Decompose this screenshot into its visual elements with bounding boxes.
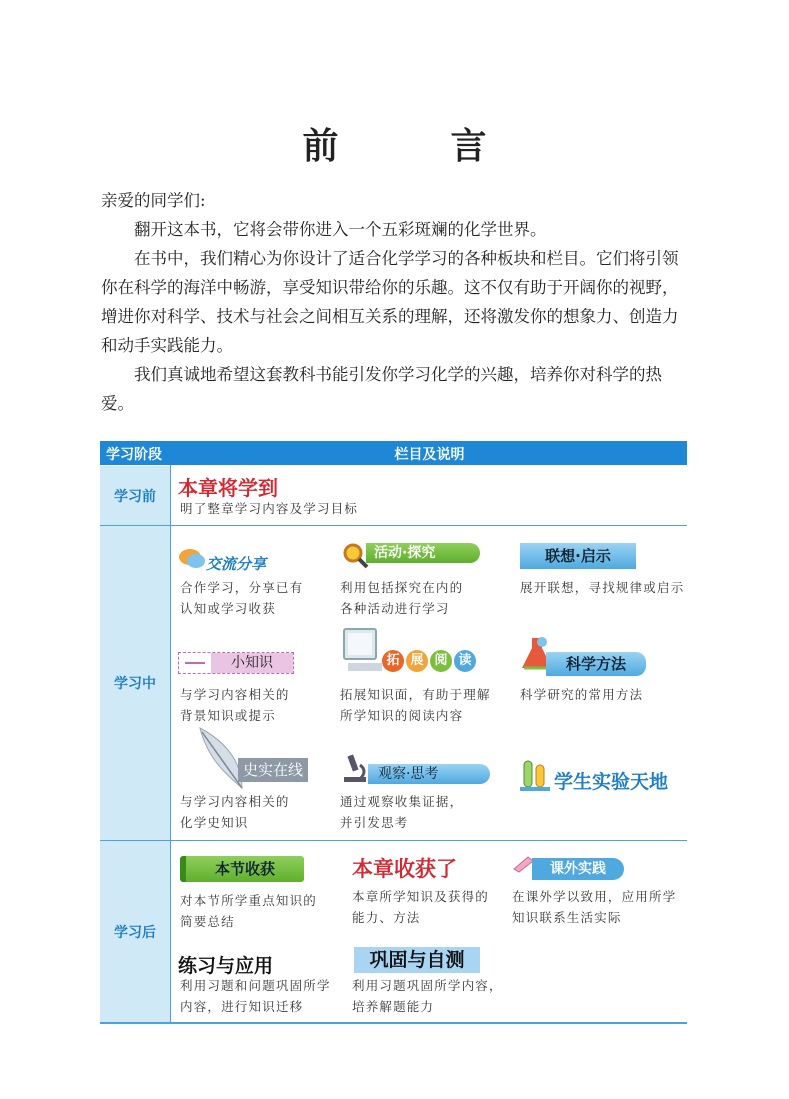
column-desc: 利用习题和问题巩固所学 [180, 978, 331, 993]
column-desc: 背景知识或提示 [180, 708, 276, 723]
table-header [100, 441, 687, 465]
column-desc: 所学知识的阅读内容 [340, 708, 464, 723]
paragraph-3: 我们真诚地希望这套教科书能引发你学习化学的兴趣，培养你对科学的热爱。 [101, 365, 662, 413]
column-lianxi-yu-yingyong: 练习与应用 [178, 955, 274, 977]
xiaozhishi-banner [178, 652, 294, 674]
computer-monitor-icon [340, 627, 384, 681]
stage-after: 学习后 [100, 841, 170, 1023]
stage-before: 学习前 [100, 466, 170, 525]
column-desc: 知识联系生活实际 [512, 910, 622, 925]
page-title: 前 言 [302, 125, 525, 167]
paragraph-2: 在书中，我们精心为你设计了适合化学学习的各种板块和栏目。它们将引领你在科学的海洋中畅游，享受知识带给你的乐趣。这不仅有助于开阔你的视野，增进你对科学、技术与社会之间相互关系的理解，还将激发你的想象力、创造力和动手实践能力。 [101, 249, 679, 355]
column-benzhang-shouhuole: 本章收获了 [352, 857, 457, 881]
tuozhan-char: 展 [406, 650, 428, 672]
microscope-icon [340, 753, 370, 789]
test-tube-icon [520, 759, 552, 797]
column-desc: 培养解题能力 [352, 999, 435, 1014]
column-desc: 合作学习，分享已有 [180, 580, 304, 595]
column-desc: 在课外学以致用，应用所学 [512, 889, 677, 904]
column-desc: 能力、方法 [352, 910, 421, 925]
header-columns: 栏目及说明 [394, 447, 465, 463]
column-desc: 简要总结 [180, 914, 235, 929]
column-divider [170, 465, 171, 1023]
column-desc: 利用习题巩固所学内容， [352, 978, 503, 993]
speech-bubble-icon [178, 547, 206, 575]
column-desc: 通过观察收集证据， [340, 794, 464, 809]
column-xuesheng-shiyan-tiandi: 学生实验天地 [554, 771, 669, 793]
column-desc: 化学史知识 [180, 815, 249, 830]
column-desc: 认知或学习收获 [180, 601, 276, 616]
column-desc: 科学研究的常用方法 [520, 687, 644, 702]
column-desc: 明了整章学习内容及学习目标 [180, 501, 359, 516]
column-desc: 与学习内容相关的 [180, 687, 290, 702]
dash-decoration [185, 662, 205, 664]
column-shishi-zaixian: 史实在线 [238, 758, 308, 782]
column-desc: 内容，进行知识迁移 [180, 999, 304, 1014]
column-desc: 对本节所学重点知识的 [180, 893, 318, 908]
column-benjie-shouhuo: 本节收获 [180, 856, 304, 882]
column-tuozhan-yuedu [382, 649, 476, 672]
column-desc: 利用包括探究在内的 [340, 580, 464, 595]
column-desc: 与学习内容相关的 [180, 794, 290, 809]
row-divider [100, 840, 687, 841]
column-desc: 各种活动进行学习 [340, 601, 450, 616]
tuozhan-char: 拓 [382, 650, 404, 672]
greeting: 亲爱的同学们: [101, 191, 206, 210]
column-desc: 本章所学知识及获得的 [352, 889, 490, 904]
column-benzhang-jiangxuedao: 本章将学到 [178, 476, 278, 500]
column-kewai-shijian: 课外实践 [532, 858, 624, 880]
column-kexue-fangfa: 科学方法 [546, 652, 646, 676]
column-desc: 并引发思考 [340, 815, 409, 830]
column-xiaozhishi: 小知识 [211, 653, 293, 673]
column-desc: 拓展知识面，有助于理解 [340, 687, 491, 702]
table-bottom-rule [100, 1022, 687, 1024]
column-gonggu-yu-zice: 巩固与自测 [354, 947, 480, 973]
row-divider [100, 525, 687, 526]
column-huodong-tanjiu: 活动·探究 [366, 543, 480, 563]
column-lianxiang-qishi: 联想·启示 [520, 543, 636, 569]
column-table [100, 441, 687, 1023]
column-jiaoliu-fenxiang: 交流分享 [206, 555, 267, 573]
column-guancha-sikao: 观察·思考 [368, 764, 490, 784]
tuozhan-char: 读 [454, 650, 476, 672]
header-stage: 学习阶段 [106, 447, 162, 463]
column-desc: 展开联想，寻找规律或启示 [520, 580, 685, 595]
paragraph-1: 翻开这本书，它将会带你进入一个五彩斑斓的化学世界。 [134, 220, 547, 239]
tuozhan-char: 阅 [430, 650, 452, 672]
stage-during: 学习中 [100, 526, 170, 840]
